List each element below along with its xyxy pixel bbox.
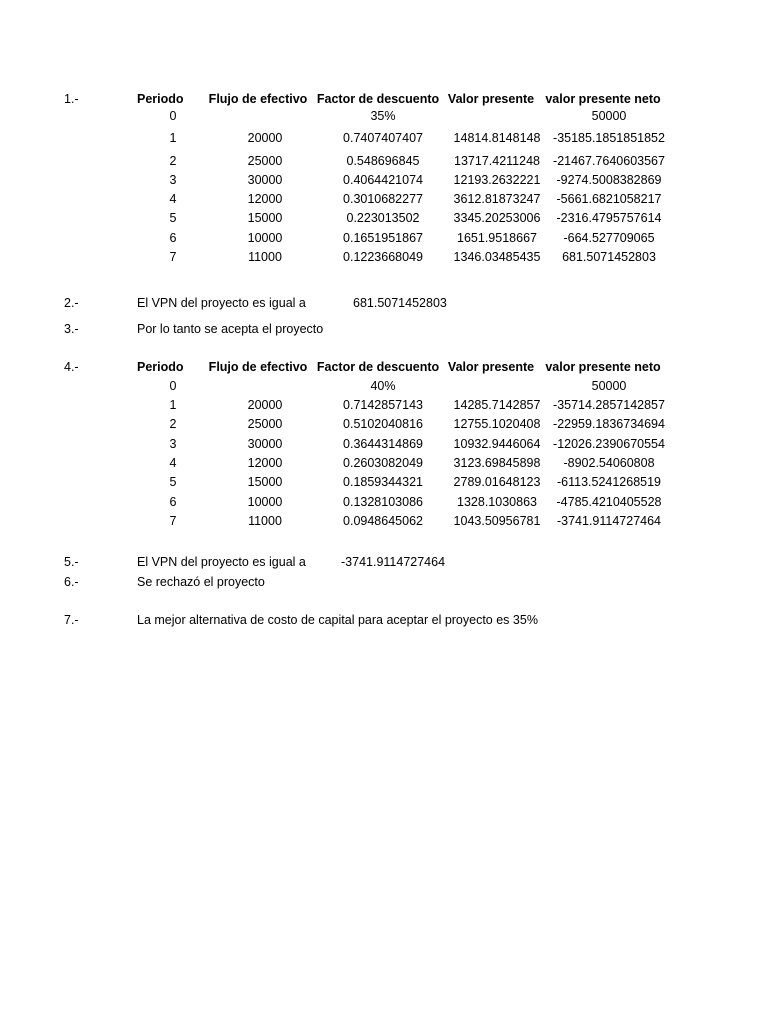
cell-flujo: 11000 [248,514,282,528]
cell-periodo: 6 [169,495,177,509]
cell-vpn: -5661.6821058217 [556,192,662,206]
cell-vp: 12755.1020408 [453,417,541,431]
header-periodo: Periodo [137,92,184,106]
cell-vp: 12193.2632221 [453,173,541,187]
cell-periodo: 6 [169,231,177,245]
cell-periodo: 4 [169,192,177,206]
discount-rate: 35% [370,109,396,123]
vpn-statement: El VPN del proyecto es igual a [137,555,306,569]
cell-vpn: -664.527709065 [563,231,655,245]
cell-factor: 0.2603082049 [343,456,423,470]
cell-vpn: -6113.5241268519 [556,475,662,489]
final-conclusion-text: La mejor alternativa de costo de capital para aceptar el proyecto es 35% [137,613,538,627]
cell-vpn: -3741.9114727464 [556,514,662,528]
cell-vpn: -35185.1851851852 [553,131,665,145]
cell-vp: 1328.1030863 [457,495,537,509]
cell-vpn: -12026.2390670554 [553,437,665,451]
item-number: 5.- [64,555,79,569]
cell-periodo: 5 [169,211,177,225]
cell-flujo: 12000 [247,456,283,470]
item-number: 4.- [64,360,79,374]
header-vpn: valor presente neto [545,360,661,374]
cell-vp: 14285.7142857 [453,398,541,412]
header-factor: Factor de descuento [316,92,440,106]
cell-factor: 0.0948645062 [343,514,423,528]
cell-periodo: 4 [169,456,177,470]
cell-vp: 3345.20253006 [453,211,541,225]
cell-vp: 3123.69845898 [453,456,541,470]
discount-rate: 40% [370,379,396,393]
cell-vp: 1043.50956781 [453,514,541,528]
cell-flujo: 11000 [248,250,282,264]
initial-investment: 50000 [591,109,627,123]
cell-flujo: 20000 [247,131,283,145]
header-flujo: Flujo de efectivo [208,360,308,374]
cell-flujo: 10000 [247,231,283,245]
initial-investment: 50000 [591,379,627,393]
cell-vpn: -22959.1836734694 [553,417,665,431]
cell-factor: 0.1651951867 [343,231,423,245]
cell-periodo: 3 [169,437,177,451]
cell-flujo: 30000 [247,173,283,187]
cell-periodo: 1 [169,131,177,145]
cell-flujo: 25000 [247,417,283,431]
cell-periodo: 2 [169,417,177,431]
cell-factor: 0.1328103086 [343,495,423,509]
cell-vp: 3612.81873247 [453,192,541,206]
cell-vpn: -35714.2857142857 [553,398,665,412]
header-valor-presente: Valor presente [447,360,535,374]
cell-flujo: 30000 [247,437,283,451]
cell-vp: 1346.03485435 [453,250,541,264]
cell-vp: 14814.8148148 [453,131,541,145]
cell-vpn: 681.5071452803 [562,250,656,264]
cell-factor: 0.3010682277 [343,192,423,206]
cell-flujo: 15000 [247,475,283,489]
cell-factor: 0.7407407407 [343,131,423,145]
cell-periodo: 2 [169,154,177,168]
cell-factor: 0.223013502 [346,211,420,225]
cell-flujo: 10000 [247,495,283,509]
cell-periodo: 5 [169,475,177,489]
cell-vpn: -2316.4795757614 [556,211,662,225]
cell-flujo: 25000 [247,154,283,168]
header-periodo: Periodo [137,360,184,374]
cell-periodo: 7 [169,514,177,528]
item-number: 1.- [64,92,79,106]
conclusion-text: Se rechazó el proyecto [137,575,265,589]
cell-periodo: 1 [169,398,177,412]
vpn-statement: El VPN del proyecto es igual a [137,296,306,310]
item-number: 2.- [64,296,79,310]
cell-factor: 0.548696845 [346,154,420,168]
cell-factor: 0.3644314869 [343,437,423,451]
cell-periodo: 3 [169,173,177,187]
cell-vp: 2789.01648123 [453,475,541,489]
conclusion-text: Por lo tanto se acepta el proyecto [137,322,324,336]
cell-factor: 0.7142857143 [343,398,423,412]
cell-vpn: -8902.54060808 [563,456,655,470]
cell-flujo: 20000 [247,398,283,412]
cell-vp: 10932.9446064 [453,437,541,451]
cell-vpn: -21467.7640603567 [553,154,665,168]
cell-factor: 0.1223668049 [343,250,423,264]
vpn-value: 681.5071452803 [353,296,447,310]
cell-flujo: 12000 [247,192,283,206]
item-number: 6.- [64,575,79,589]
header-vpn: valor presente neto [545,92,661,106]
header-valor-presente: Valor presente [447,92,535,106]
vpn-value: -3741.9114727464 [341,555,446,569]
cell-vpn: -4785.4210405528 [556,495,662,509]
cell-vp: 1651.9518667 [457,231,537,245]
cell-periodo: 7 [169,250,177,264]
cell-factor: 0.5102040816 [343,417,423,431]
item-number: 3.- [64,322,79,336]
header-flujo: Flujo de efectivo [208,92,308,106]
cell-flujo: 15000 [247,211,283,225]
cell-factor: 0.1859344321 [343,475,423,489]
cell-vpn: -9274.5008382869 [556,173,662,187]
header-factor: Factor de descuento [316,360,440,374]
initial-period: 0 [169,379,177,393]
cell-factor: 0.4064421074 [343,173,423,187]
cell-vp: 13717.4211248 [454,154,540,168]
initial-period: 0 [169,109,177,123]
item-number: 7.- [64,613,79,627]
